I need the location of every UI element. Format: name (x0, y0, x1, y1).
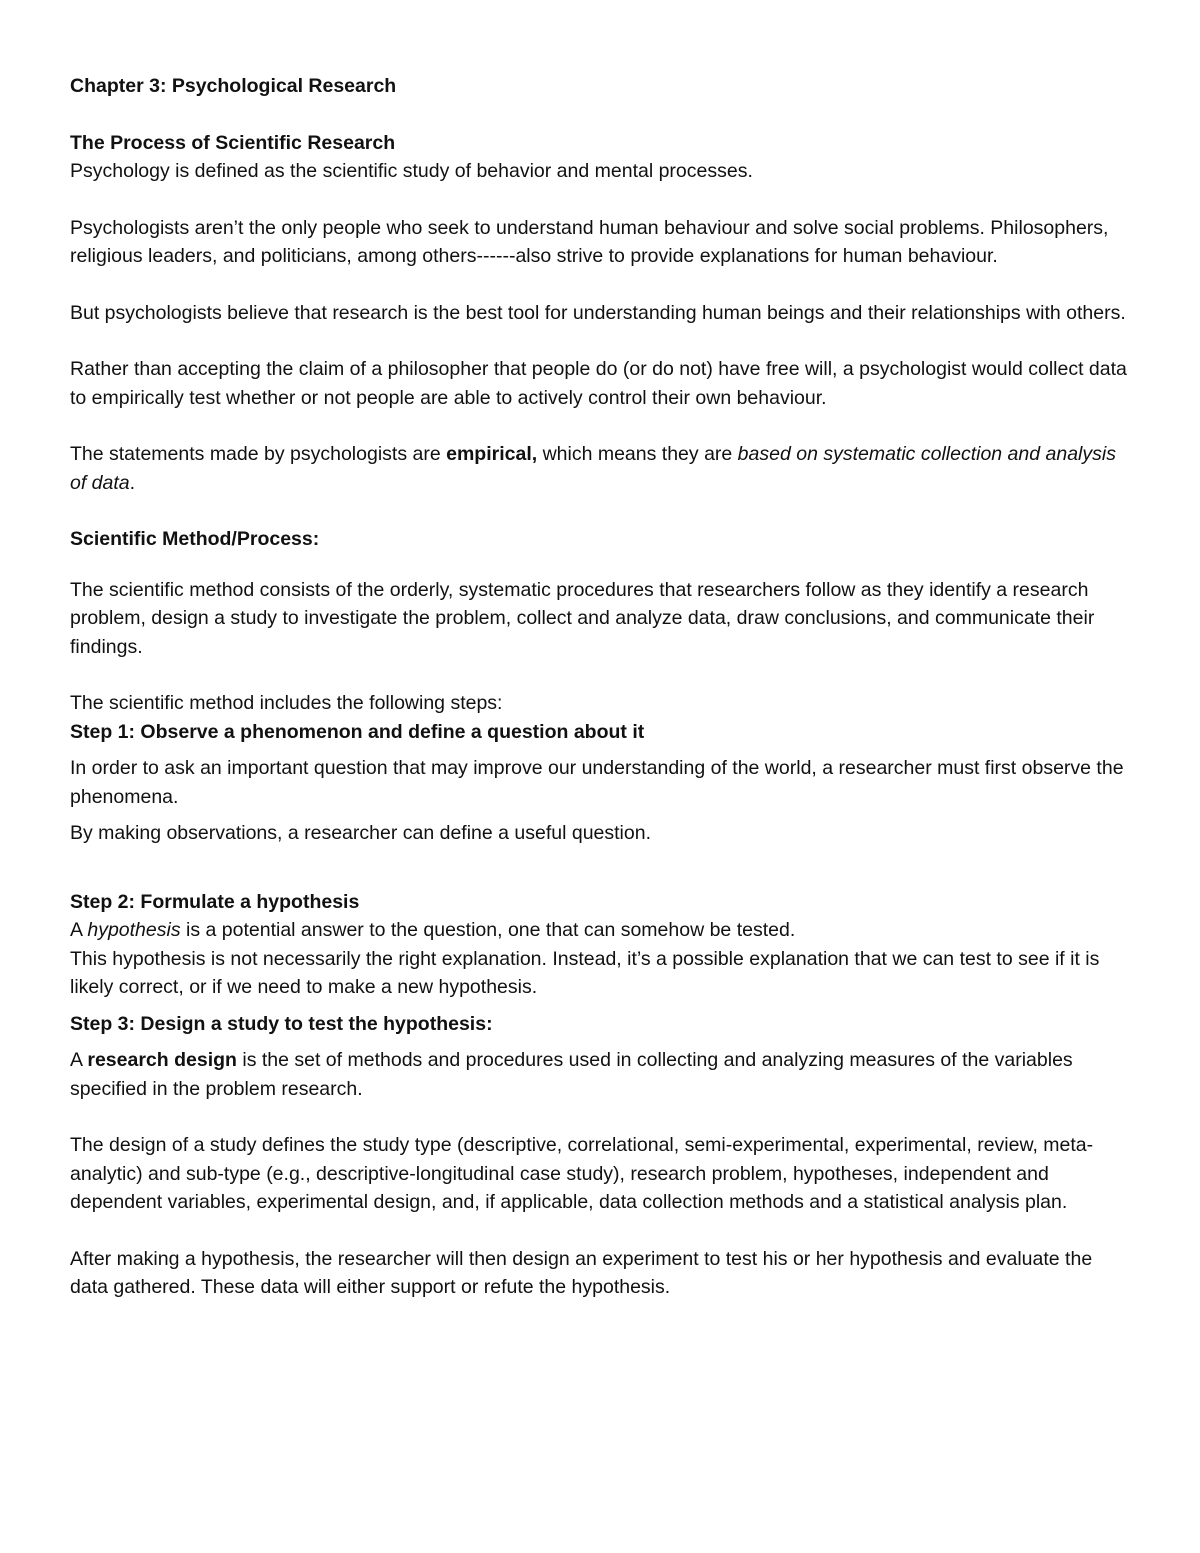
document-page (70, 72, 1132, 1302)
step1-paragraph-observations: By making observations, a researcher can define a useful question. (70, 822, 652, 844)
step3-paragraph-after-hypothesis: After making a hypothesis, the researcher will then design an experiment to test his or her hypothesis and evaluate the data gathered. These data will either support or refute the hypothesis. (70, 1247, 1093, 1298)
paragraph-empirical (70, 440, 1132, 497)
step2-text-post: is a potential answer to the question, one that can somehow be tested. (180, 919, 796, 941)
research-design-term: research design (87, 1049, 237, 1071)
step2-text-pre: A (70, 919, 88, 941)
empirical-text-end: . (129, 471, 136, 494)
paragraph-research-best-tool: But psychologists believe that research is the best tool for understanding human beings and their relationships with others. (70, 301, 1126, 324)
empirical-text-mid: which means they are (537, 443, 738, 465)
step3-paragraph-study-design: The design of a study defines the study type (descriptive, correlational, semi-experimental, experimental, review, meta-analytic) and sub-type (e.g., descriptive-longitudinal case study), research problem, hypotheses, independent and dependent variables, experimental design, and, if applicable, data collection methods and a statistical analysis plan. (70, 1134, 1094, 1213)
empirical-definition: based on systematic collection and analysis of data (70, 443, 1116, 494)
empirical-term: empirical, (446, 443, 538, 465)
step3-heading: Step 3: Design a study to test the hypothesis: (70, 1012, 493, 1035)
step2-paragraph-explanation: This hypothesis is not necessarily the right explanation. Instead, it’s a possible explanation that we can test to see if it is likely correct, or if we need to make a new hypothesis. (70, 947, 1100, 998)
paragraph-psychologists-not-only: Psychologists aren’t the only people who seek to understand human behaviour and solve social problems. Philosophers, religious leaders, and politicians, among others------also strive to provide explanations for human behaviour. (70, 216, 1109, 267)
section-heading-scientific-method: Scientific Method/Process: (70, 528, 320, 550)
step3-text-pre: A (70, 1049, 88, 1071)
step3-text-post: is the set of methods and procedures used in collecting and analyzing measures of the variables specified in the problem research. (70, 1049, 1073, 1100)
step2-paragraph-hypothesis (70, 916, 1132, 945)
paragraph-free-will: Rather than accepting the claim of a philosopher that people do (or do not) have free will, a psychologist would collect data to empirically test whether or not people are able to actively control their own behaviour. (70, 358, 1127, 409)
hypothesis-term: hypothesis (87, 919, 181, 941)
paragraph-scientific-method: The scientific method consists of the orderly, systematic procedures that researchers follow as they identify a research problem, design a study to investigate the problem, collect and analyze data, draw conclusions, and communicate their findings. (70, 578, 1095, 658)
step3-paragraph-research-design (70, 1046, 1132, 1103)
step1-paragraph-observe: In order to ask an important question that may improve our understanding of the world, a researcher must first observe the phenomena. (70, 757, 1124, 808)
step2-heading: Step 2: Formulate a hypothesis (70, 890, 360, 913)
empirical-text-pre: The statements made by psychologists are (70, 443, 447, 465)
psychology-definition: Psychology is defined as the scientific study of behavior and mental processes. (70, 160, 753, 182)
chapter-title: Chapter 3: Psychological Research (70, 75, 397, 97)
steps-intro: The scientific method includes the following steps: (70, 692, 503, 714)
step1-heading: Step 1: Observe a phenomenon and define a question about it (70, 720, 645, 743)
section-heading-scientific-research: The Process of Scientific Research (70, 131, 396, 154)
